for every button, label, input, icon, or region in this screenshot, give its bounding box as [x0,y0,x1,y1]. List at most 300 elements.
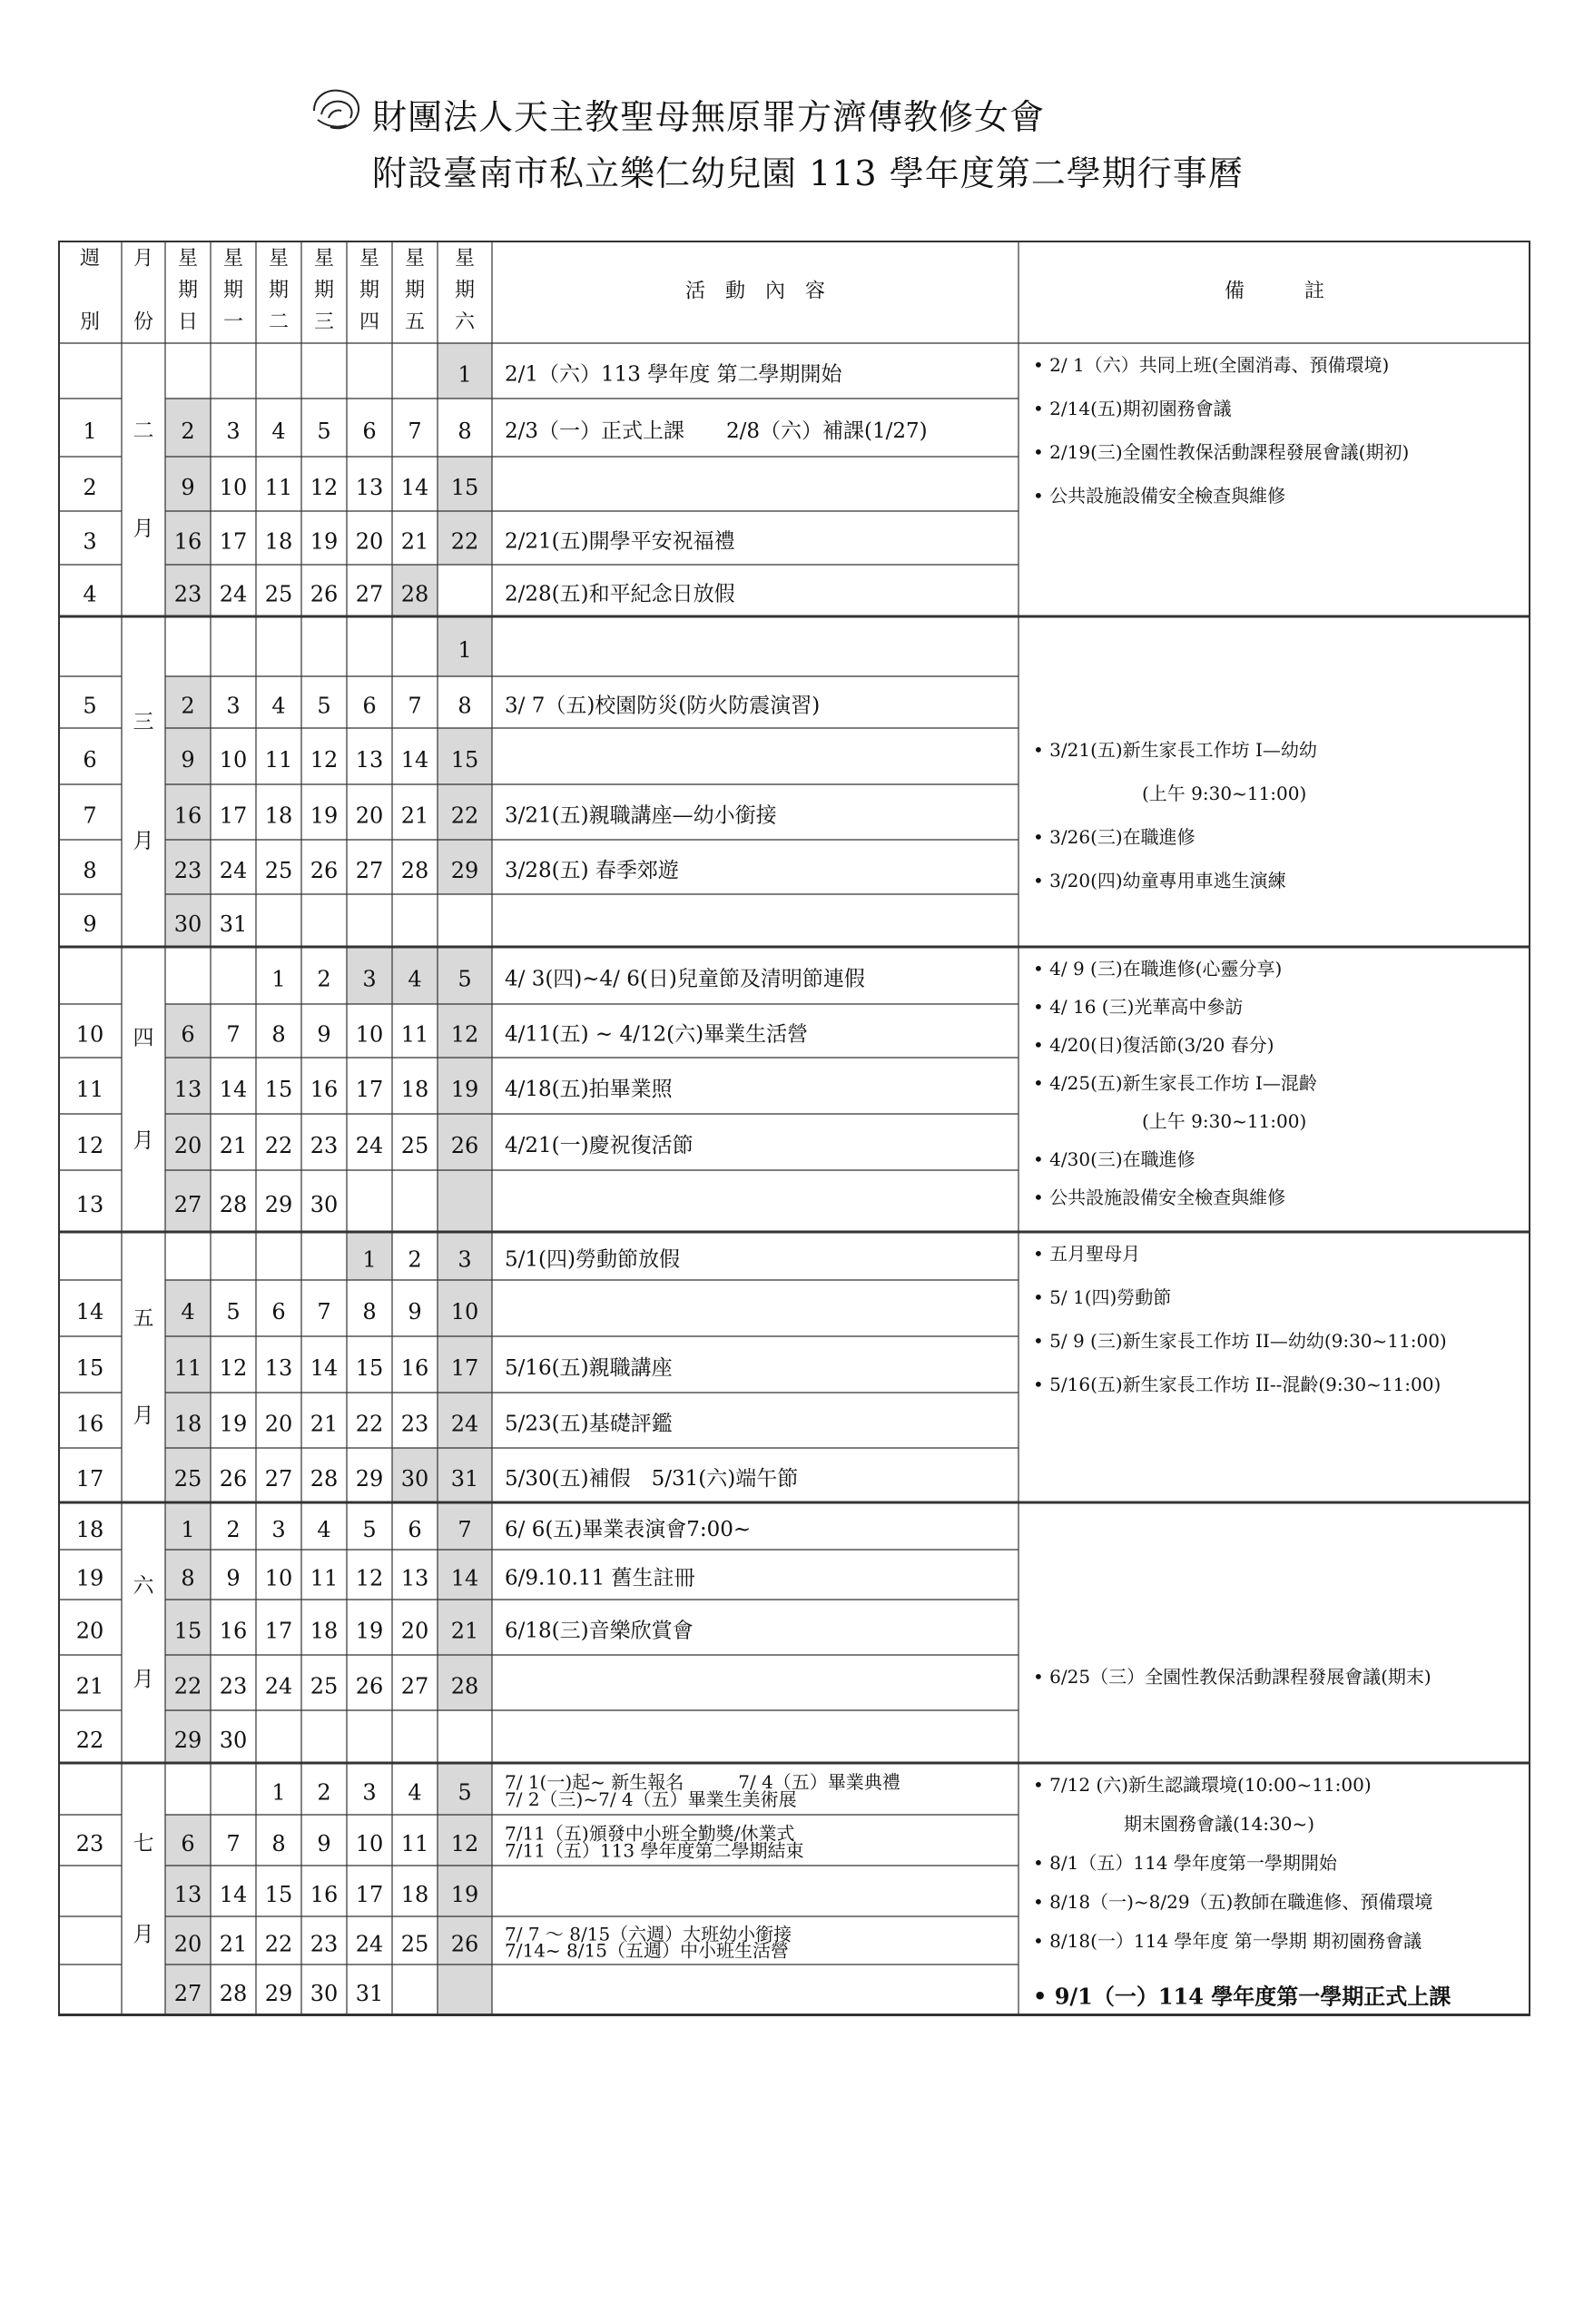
day-number: 14 [450,1565,479,1591]
header-week-label: 別 [79,310,101,334]
week-number: 16 [75,1411,104,1437]
day-number: 7 [317,1299,331,1324]
day-number: 17 [355,1882,384,1907]
day-number: 14 [310,1355,339,1381]
note-text: • 4/20(日)復活節(3/20 春分) [1033,1034,1274,1056]
day-number: 6 [181,1831,195,1856]
day-number: 26 [310,581,339,607]
month-label: 月 [133,829,154,853]
day-number: 5 [317,419,331,444]
day-number: 18 [400,1077,429,1102]
day-number: 10 [450,1299,479,1324]
day-number: 31 [450,1466,479,1492]
day-number: 9 [408,1299,422,1324]
note-text: • 2/14(五)期初園務會議 [1033,398,1232,419]
note-text: • 5/16(五)新生家長工作坊 II--混齡(9:30~11:00) [1033,1374,1441,1395]
day-number: 3 [362,1779,377,1806]
day-number: 18 [264,803,293,829]
day-number: 21 [450,1618,479,1644]
day-number: 12 [450,1021,479,1048]
activity-text: 5/16(五)親職講座 [505,1356,673,1380]
header-weekday-label: 日 [177,310,199,334]
week-number: 21 [75,1673,104,1699]
note-text-emphasis: • 9/1（一）114 學年度第一學期正式上課 [1033,1983,1451,2010]
day-number: 7 [226,1831,241,1856]
day-number: 5 [226,1299,241,1324]
note-text: • 4/25(五)新生家長工作坊 I—混齡 [1033,1072,1317,1094]
day-number: 24 [219,858,248,883]
week-number: 23 [75,1831,104,1856]
day-number: 27 [173,1192,202,1217]
week-number: 8 [83,858,97,883]
day-number: 22 [355,1411,384,1437]
header-weekday-label: 期 [268,279,290,302]
week-number: 1 [83,419,97,444]
day-number: 17 [450,1355,479,1381]
month-label: 二 [133,419,154,443]
activity-text: 3/ 7（五)校園防災(防火防震演習) [505,694,821,718]
day-number: 29 [450,858,479,883]
note-text: • 3/21(五)新生家長工作坊 I—幼幼 [1033,739,1317,761]
note-text: • 3/26(三)在職進修 [1033,826,1196,848]
day-number: 17 [264,1618,293,1644]
activity-text: 7/ 2（三)~7/ 4（五）畢業生美術展 [505,1788,797,1810]
header-month-label: 月 [133,247,154,271]
day-number: 21 [400,528,429,555]
day-number: 1 [458,361,472,388]
day-number: 2 [317,966,331,992]
week-number: 13 [75,1192,104,1217]
day-number: 28 [450,1673,479,1699]
day-number: 8 [362,1299,377,1324]
note-text: • 8/18(一）114 學年度 第一學期 期初園務會議 [1033,1930,1422,1952]
day-number: 2 [408,1246,422,1273]
week-number: 2 [83,475,97,500]
day-number: 11 [310,1565,339,1591]
day-number: 20 [355,803,384,829]
day-number: 21 [400,803,429,829]
day-number: 21 [310,1411,339,1437]
note-text: (上午 9:30~11:00) [1033,1110,1307,1132]
note-text: • 7/12 (六)新生認識環境(10:00~11:00) [1033,1774,1372,1796]
day-number: 13 [173,1882,202,1907]
day-number: 20 [400,1618,429,1644]
header-notes-label: 備 註 [1224,280,1325,303]
day-number: 20 [264,1411,293,1437]
day-number: 11 [264,475,293,500]
week-number: 12 [75,1133,104,1158]
day-number: 13 [264,1355,293,1381]
day-number: 15 [173,1618,202,1644]
activity-text: 4/18(五)拍畢業照 [505,1078,673,1101]
day-number: 29 [264,1981,293,2006]
day-number: 19 [219,1411,248,1437]
day-number: 12 [355,1565,384,1591]
day-number: 30 [400,1466,429,1492]
header-weekday-label: 期 [454,279,476,302]
month-label: 三 [133,710,154,734]
header-weekday-label: 五 [404,310,426,334]
week-number: 17 [75,1466,104,1492]
day-number: 12 [219,1355,248,1381]
header-weekday-label: 星 [404,247,426,271]
header-weekday-label: 星 [177,247,199,271]
day-number: 9 [181,747,195,773]
day-number: 30 [310,1981,339,2006]
day-number: 27 [264,1466,293,1492]
activity-text: 2/3（一）正式上課 2/8（六）補課(1/27) [505,419,928,443]
day-number: 26 [219,1466,248,1492]
day-number: 18 [310,1618,339,1644]
activity-text: 2/21(五)開學平安祝福禮 [505,529,735,554]
week-number: 9 [83,911,97,937]
header-week-label: 週 [79,247,101,271]
day-number: 23 [173,858,202,883]
calendar-title: 附設臺南市私立樂仁幼兒園 113 學年度第二學期行事曆 [372,153,1244,193]
day-number: 18 [264,528,293,555]
day-number: 25 [264,581,293,607]
day-number: 25 [400,1931,429,1957]
month-label: 月 [133,1403,154,1428]
day-number: 27 [400,1673,429,1699]
day-number: 5 [362,1517,377,1542]
day-number: 30 [219,1728,248,1753]
month-label: 七 [133,1831,154,1856]
week-number: 4 [83,581,97,607]
header-weekday-label: 星 [222,247,244,271]
day-number: 19 [450,1077,479,1102]
day-number: 10 [219,747,248,773]
day-number: 16 [173,528,202,555]
day-number: 28 [219,1192,248,1217]
day-number: 8 [271,1831,286,1856]
day-number: 24 [450,1411,479,1437]
header-activities-label: 活 動 內 容 [684,280,826,303]
month-label: 月 [133,517,154,541]
header-weekday-label: 一 [222,310,244,334]
day-number: 8 [181,1565,195,1591]
day-number: 20 [173,1133,202,1158]
note-text: • 2/19(三)全園性教保活動課程發展會議(期初) [1033,441,1410,463]
day-number: 1 [181,1517,195,1542]
activity-text: 3/21(五)親職講座—幼小銜接 [505,803,777,828]
day-number: 17 [355,1077,384,1102]
day-number: 13 [355,475,384,500]
day-number: 6 [362,419,377,444]
day-number: 23 [310,1133,339,1158]
note-text: • 4/ 9 (三)在職進修(心靈分享) [1033,958,1283,980]
day-number: 2 [181,693,195,719]
week-number: 18 [75,1517,104,1542]
header-weekday-label: 期 [177,279,199,302]
day-number: 10 [264,1565,293,1591]
cell-texts [76,248,1451,2010]
note-text: • 五月聖母月 [1033,1243,1141,1265]
day-number: 2 [317,1779,331,1806]
grid-lines [58,241,1530,2015]
day-number: 4 [181,1299,195,1324]
day-number: 16 [219,1618,248,1644]
day-number: 13 [400,1565,429,1591]
note-text: • 公共設施設備安全檢查與維修 [1033,485,1286,507]
activity-text: 2/28(五)和平紀念日放假 [505,582,735,606]
note-text: • 3/20(四)幼童專用車逃生演練 [1033,870,1286,891]
day-number: 20 [355,528,384,555]
day-number: 25 [264,858,293,883]
day-number: 31 [219,911,248,937]
day-number: 8 [458,693,472,719]
day-number: 17 [219,528,248,555]
day-number: 31 [355,1981,384,2006]
activity-text: 4/21(一)慶祝復活節 [505,1134,694,1157]
calendar-header [0,0,1594,236]
day-number: 29 [355,1466,384,1492]
header-weekday-label: 六 [454,310,476,334]
day-number: 4 [408,966,422,992]
religious-order-logo-icon [309,84,365,134]
shaded-day-cell [438,1965,492,2015]
day-number: 10 [355,1831,384,1856]
month-label: 月 [133,1923,154,1947]
activity-text: 7/ 1(一)起~ 新生報名 7/ 4（五）畢業典禮 [505,1771,900,1793]
header-weekday-label: 星 [313,247,335,271]
day-number: 12 [450,1831,479,1856]
day-number: 14 [400,747,429,773]
week-number: 15 [75,1355,104,1381]
activity-text: 4/ 3(四)~4/ 6(日)兒童節及清明節連假 [505,967,865,991]
month-label: 五 [133,1306,154,1331]
day-number: 1 [271,966,286,992]
header-weekday-label: 星 [454,247,476,271]
day-number: 11 [400,1831,429,1856]
day-number: 27 [173,1981,202,2006]
month-label: 月 [133,1128,154,1153]
week-number: 11 [75,1077,104,1102]
day-number: 15 [450,747,479,773]
day-number: 30 [173,911,202,937]
activity-text: 6/9.10.11 舊生註冊 [505,1566,695,1590]
day-number: 11 [264,747,293,773]
day-number: 23 [310,1931,339,1957]
activity-text: 5/23(五)基礎評鑑 [505,1412,673,1436]
day-number: 25 [173,1466,202,1492]
day-number: 19 [450,1882,479,1907]
header-weekday-label: 期 [404,279,426,302]
day-number: 28 [310,1466,339,1492]
day-number: 28 [219,1981,248,2006]
day-number: 25 [310,1673,339,1699]
day-number: 21 [219,1931,248,1957]
day-number: 1 [458,637,472,663]
month-label: 月 [133,1668,154,1692]
day-number: 19 [310,528,339,555]
header-weekday-label: 期 [359,279,380,302]
activity-text: 7/14~ 8/15（五週）中小班生活營 [505,1939,789,1962]
week-number: 10 [75,1021,104,1048]
day-number: 10 [355,1021,384,1048]
day-number: 30 [310,1192,339,1217]
week-number: 3 [83,528,97,555]
day-number: 1 [271,1779,286,1806]
day-number: 16 [400,1355,429,1381]
day-number: 4 [317,1517,331,1542]
day-number: 3 [226,419,241,444]
day-number: 22 [264,1931,293,1957]
day-number: 1 [362,1246,377,1273]
note-text: • 6/25（三）全園性教保活動課程發展會議(期末) [1033,1666,1432,1688]
day-number: 7 [408,419,422,444]
note-text: • 4/ 16 (三)光華高中參訪 [1033,996,1244,1018]
week-number: 5 [83,693,97,719]
note-text: • 5/ 1(四)勞動節 [1033,1286,1172,1308]
day-number: 6 [408,1517,422,1542]
header-month-label: 份 [133,310,154,334]
activity-text: 2/1（六）113 學年度 第二學期開始 [505,362,842,387]
day-number: 14 [219,1882,248,1907]
day-number: 29 [264,1192,293,1217]
activity-text: 7/11（五)頒發中小班全勤獎/休業式 [505,1822,795,1845]
day-number: 14 [400,475,429,500]
day-number: 17 [219,803,248,829]
day-number: 13 [355,747,384,773]
day-number: 7 [226,1021,241,1048]
day-number: 3 [362,966,377,992]
day-number: 15 [264,1882,293,1907]
shaded-day-cell [438,1170,492,1232]
day-number: 23 [400,1411,429,1437]
day-number: 14 [219,1077,248,1102]
day-number: 16 [310,1077,339,1102]
day-number: 15 [264,1077,293,1102]
day-number: 27 [355,581,384,607]
day-number: 22 [450,803,479,829]
day-number: 9 [317,1021,331,1048]
day-number: 9 [226,1565,241,1591]
day-number: 5 [317,693,331,719]
day-number: 12 [310,475,339,500]
day-number: 7 [458,1517,472,1542]
day-number: 5 [458,966,472,992]
day-number: 28 [400,581,429,607]
day-number: 6 [181,1021,195,1048]
day-number: 15 [450,475,479,500]
day-number: 26 [450,1133,479,1158]
week-number: 14 [75,1299,104,1324]
day-number: 27 [355,858,384,883]
header-weekday-label: 星 [268,247,290,271]
day-number: 25 [400,1133,429,1158]
activity-text: 6/18(三)音樂欣賞會 [505,1619,694,1643]
day-number: 9 [181,475,195,500]
note-text: • 8/18（一)~8/29（五)教師在職進修、預備環境 [1033,1891,1433,1913]
day-number: 22 [173,1673,202,1699]
activity-text: 7/ 7 ～ 8/15（六週）大班幼小銜接 [505,1923,792,1945]
day-number: 22 [264,1133,293,1158]
header-weekday-label: 三 [313,310,335,334]
day-number: 9 [317,1831,331,1856]
day-number: 16 [173,803,202,829]
table-border [59,241,1530,2014]
day-number: 7 [408,693,422,719]
header-weekday-label: 星 [359,247,380,271]
day-number: 18 [173,1411,202,1437]
day-number: 3 [271,1517,286,1542]
day-number: 16 [310,1882,339,1907]
day-number: 8 [271,1021,286,1048]
day-number: 24 [264,1673,293,1699]
day-number: 21 [219,1133,248,1158]
day-number: 12 [310,747,339,773]
day-number: 2 [226,1517,241,1542]
day-number: 4 [408,1779,422,1806]
day-number: 8 [458,419,472,444]
day-number: 24 [355,1931,384,1957]
activity-text: 3/28(五) 春季郊遊 [505,859,679,882]
day-number: 23 [219,1673,248,1699]
activity-text: 6/ 6(五)畢業表演會7:00~ [505,1518,752,1541]
note-text: • 5/ 9 (三)新生家長工作坊 II—幼幼(9:30~11:00) [1033,1330,1447,1352]
day-number: 20 [173,1931,202,1957]
day-number: 2 [181,419,195,444]
activity-text: 5/30(五)補假 5/31(六)端午節 [505,1467,799,1491]
day-number: 26 [310,858,339,883]
header-weekday-label: 四 [359,310,380,334]
week-number: 20 [75,1618,104,1644]
day-number: 24 [355,1133,384,1158]
activity-text: 5/1(四)勞動節放假 [505,1247,680,1272]
month-label: 六 [133,1573,154,1598]
note-text: • 4/30(三)在職進修 [1033,1148,1196,1170]
day-number: 28 [400,858,429,883]
activity-text: 4/11(五) ~ 4/12(六)畢業生活營 [505,1022,809,1047]
header-weekday-label: 期 [222,279,244,302]
day-number: 3 [226,693,241,719]
day-number: 26 [355,1673,384,1699]
activity-text: 7/11（五）113 學年度第二學期結束 [505,1839,804,1862]
day-number: 11 [173,1355,202,1381]
day-number: 6 [362,693,377,719]
note-text: (上午 9:30~11:00) [1033,783,1307,804]
note-text: • 公共設施設備安全檢查與維修 [1033,1187,1286,1208]
day-number: 10 [219,475,248,500]
day-number: 26 [450,1931,479,1957]
school-calendar-table [58,241,1530,2143]
day-number: 4 [271,693,286,719]
day-number: 19 [355,1618,384,1644]
note-text: • 2/ 1（六）共同上班(全園消毒、預備環境) [1033,354,1390,376]
organization-title: 財團法人天主教聖母無原罪方濟傳教修女會 [372,97,1046,137]
day-number: 6 [271,1299,286,1324]
day-number: 22 [450,528,479,555]
note-text: 期末園務會議(14:30~) [1033,1813,1314,1835]
day-number: 13 [173,1077,202,1102]
day-number: 15 [355,1355,384,1381]
day-number: 19 [310,803,339,829]
day-number: 5 [458,1779,472,1806]
header-weekday-label: 二 [268,310,290,334]
day-number: 24 [219,581,248,607]
week-number: 19 [75,1565,104,1591]
day-number: 3 [458,1246,472,1273]
day-number: 23 [173,581,202,607]
week-number: 6 [83,747,97,773]
header-weekday-label: 期 [313,279,335,302]
day-number: 11 [400,1021,429,1048]
day-number: 4 [271,419,286,444]
month-label: 四 [133,1026,154,1050]
week-number: 7 [83,803,97,829]
day-number: 29 [173,1728,202,1753]
